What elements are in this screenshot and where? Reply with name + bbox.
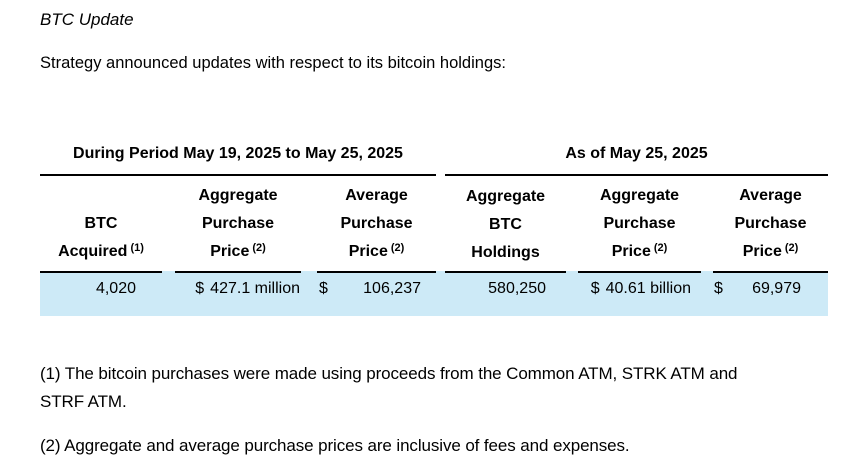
header-line	[175, 182, 301, 210]
header-line	[445, 183, 566, 211]
header-line-text: Price	[210, 243, 250, 260]
header-line	[40, 238, 162, 267]
header-line	[40, 210, 162, 238]
header-line-text: Purchase	[734, 215, 807, 232]
header-line-text: Purchase	[340, 215, 413, 232]
header-line-text: Aggregate	[198, 187, 278, 204]
footnote-marker-2: (2)	[653, 242, 668, 254]
document-title: BTC Update	[40, 10, 134, 29]
header-line	[175, 238, 301, 267]
column-header-btc-acquired	[40, 176, 162, 267]
header-line	[713, 210, 828, 238]
header-line	[317, 238, 436, 267]
footnote-marker-2: (2)	[784, 242, 799, 254]
btc-holdings-table	[40, 133, 828, 316]
cell-average-purchase-price-asof	[713, 271, 828, 316]
cell-value: 427.1 million	[210, 280, 300, 297]
header-line-text: BTC	[489, 216, 522, 233]
footnote-line: (2) Aggregate and average purchase prices are inclusive of fees and expenses.	[40, 436, 630, 455]
footnote-1	[40, 360, 830, 416]
cell-btc-acquired	[40, 271, 162, 316]
currency-symbol: $	[319, 280, 328, 297]
header-line-text: Acquired	[58, 243, 128, 260]
intro-text: Strategy announced updates with respect to its bitcoin holdings:	[40, 54, 506, 72]
cell-aggregate-purchase-price-period	[175, 271, 301, 316]
header-line-text: Price	[348, 243, 388, 260]
table-header	[40, 133, 828, 267]
header-line	[317, 182, 436, 210]
section-title-as-of: As of May 25, 2025	[445, 133, 828, 176]
footnotes	[40, 360, 830, 460]
header-line	[578, 210, 701, 238]
cell-value: 40.61 billion	[605, 280, 691, 297]
column-header-average-purchase-price-period	[317, 176, 436, 267]
header-line-text: Average	[345, 187, 408, 204]
footnote-line: STRF ATM.	[40, 392, 127, 411]
header-line-text: Purchase	[201, 215, 275, 232]
footnote-marker-1: (1)	[130, 242, 144, 254]
cell-value: 69,979	[752, 280, 801, 297]
column-header-aggregate-btc-holdings	[445, 176, 566, 267]
header-line	[578, 182, 701, 210]
cell-value: 580,250	[488, 280, 546, 297]
column-header-average-purchase-price-asof	[713, 176, 828, 267]
column-header-aggregate-purchase-price-period	[175, 176, 301, 267]
currency-symbol: $	[590, 280, 600, 297]
footnote-2	[40, 432, 830, 460]
header-line-text: Price	[611, 243, 651, 260]
header-line	[445, 239, 566, 267]
header-line-text: Aggregate	[599, 187, 680, 204]
header-line	[578, 238, 701, 267]
column-header-aggregate-purchase-price-asof	[578, 176, 701, 267]
footnote-marker-2: (2)	[252, 242, 266, 254]
section-title-during-period: During Period May 19, 2025 to May 25, 2025	[40, 133, 436, 176]
highlighted-data-row	[40, 271, 828, 316]
currency-symbol: $	[195, 280, 205, 297]
cell-aggregate-btc-holdings	[445, 271, 566, 316]
footnote-line: (1) The bitcoin purchases were made using proceeds from the Common ATM, STRK ATM and	[40, 364, 738, 383]
header-line-text: Price	[742, 243, 782, 260]
header-line-text: Purchase	[603, 215, 676, 232]
header-line-text: Average	[739, 187, 802, 204]
header-line	[317, 210, 436, 238]
header-line	[445, 211, 566, 239]
cell-average-purchase-price-period	[317, 271, 436, 316]
header-line	[713, 238, 828, 267]
currency-symbol: $	[714, 280, 723, 297]
footnote-marker-2: (2)	[390, 242, 405, 254]
header-line	[175, 210, 301, 238]
header-line-text: Holdings	[471, 244, 540, 261]
cell-aggregate-purchase-price-asof	[578, 271, 701, 316]
cell-value: 106,237	[363, 280, 421, 297]
header-line	[713, 182, 828, 210]
header-line-text: Aggregate	[465, 188, 546, 205]
cell-value: 4,020	[95, 280, 136, 297]
header-line-text: BTC	[84, 215, 118, 232]
